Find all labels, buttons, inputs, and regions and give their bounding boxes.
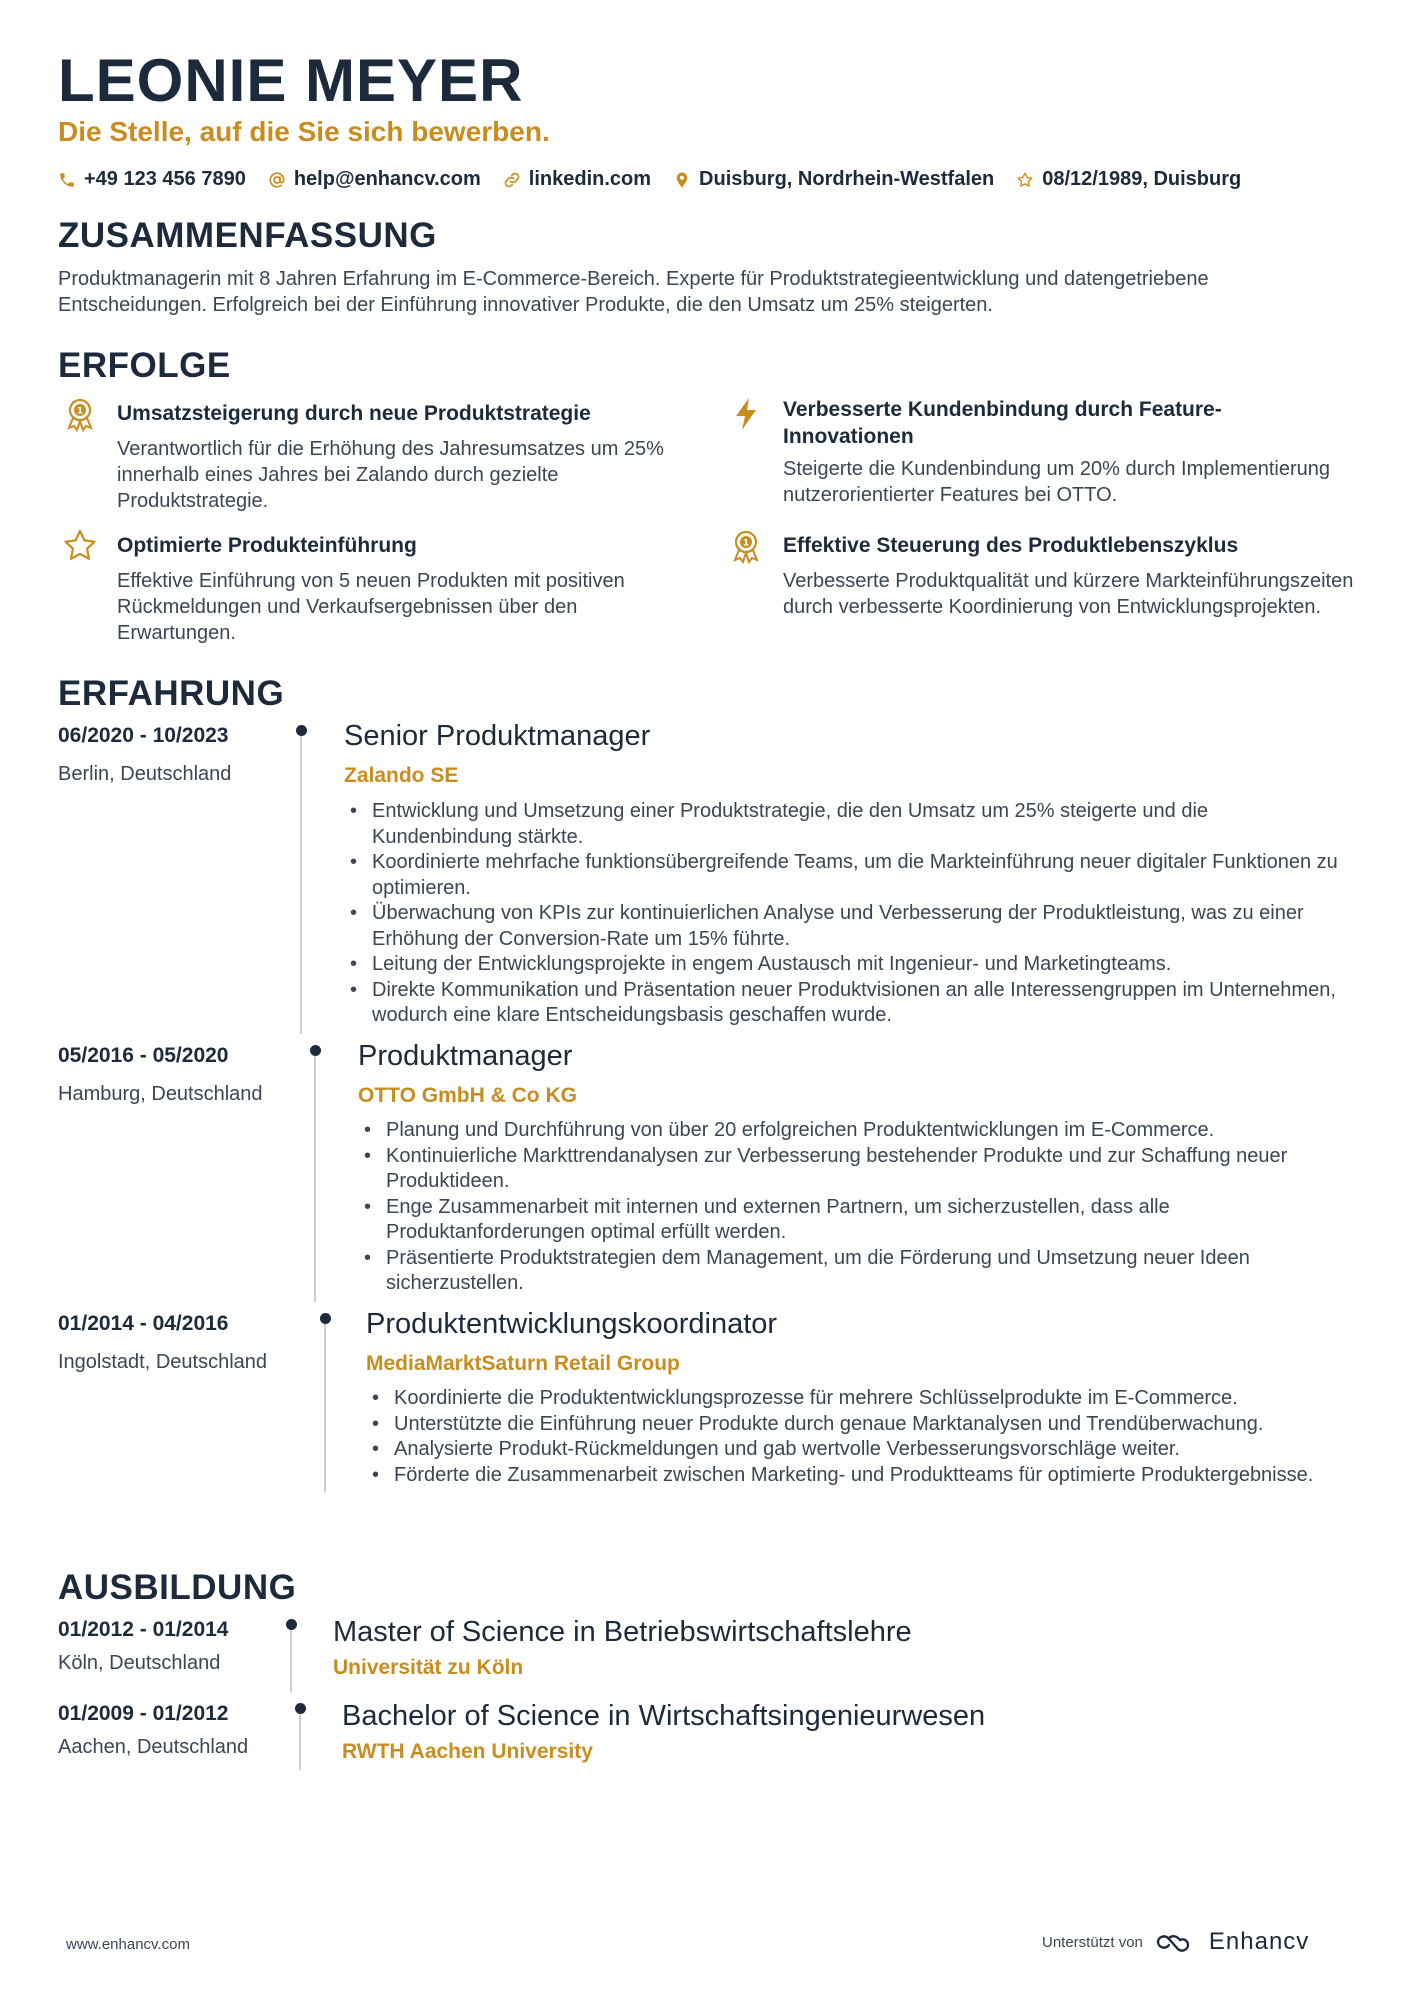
job-bullet: • Präsentierte Produktstrategien dem Management, um die Förderung und Umsetzung neuer Ideen sicherzustellen. [358, 1246, 1358, 1297]
education-dates: 01/2009 - 01/2012 [58, 1702, 229, 1725]
job-title: Produktentwicklungskoordinator [366, 1308, 778, 1340]
achievement-item [62, 528, 702, 658]
job-bullets [366, 1386, 1366, 1488]
job-target-subtitle: Die Stelle, auf die Sie sich bewerben. [58, 116, 550, 147]
job-title: Senior Produktmanager [344, 720, 651, 752]
svg-text:1: 1 [76, 406, 84, 417]
timeline-line [299, 1714, 301, 1770]
achievement-title: Optimierte Produkteinführung [117, 534, 417, 557]
achievement-item [728, 528, 1368, 658]
contact-email[interactable] [268, 168, 481, 191]
timeline-dot [310, 1045, 321, 1056]
achievement-title: Effektive Steuerung des Produktlebenszyklus [783, 534, 1239, 557]
svg-text:1: 1 [742, 538, 750, 549]
at-sign-icon [268, 171, 286, 189]
award-icon [728, 528, 764, 564]
achievements-section-title: ERFOLGE [58, 346, 231, 385]
education-dates: 01/2012 - 01/2014 [58, 1618, 229, 1641]
achievement-title: Umsatzsteigerung durch neue Produktstrategie [117, 402, 591, 425]
achievement-desc: Steigerte die Kundenbindung um 20% durch Implementierung nutzerorientierter Features bei OTTO. [783, 458, 1331, 506]
education-section-title: AUSBILDUNG [58, 1568, 297, 1607]
job-location: Hamburg, Deutschland [58, 1083, 263, 1105]
job-dates: 05/2016 - 05/2020 [58, 1044, 229, 1067]
job-title: Produktmanager [358, 1040, 573, 1072]
contact-birth-text: 08/12/1989, Duisburg [1042, 168, 1242, 190]
bolt-icon [728, 396, 764, 432]
contact-linkedin[interactable] [503, 168, 651, 191]
contact-linkedin-text: linkedin.com [528, 168, 652, 190]
contact-birth [1016, 168, 1241, 191]
education-location: Köln, Deutschland [58, 1652, 221, 1674]
timeline-line [290, 1630, 292, 1692]
job-bullet: • Direkte Kommunikation und Präsentation neuer Produktvisionen an alle Interessengruppen im Unternehmen, wodurch eine klare Entscheidungsbasis geschaffen wurde. [344, 978, 1344, 1029]
candidate-name: LEONIE MEYER [58, 47, 524, 114]
education-school: RWTH Aachen University [342, 1740, 593, 1763]
map-pin-icon [673, 171, 691, 189]
timeline-dot [295, 1703, 306, 1714]
education-degree: Master of Science in Betriebswirtschaftslehre [333, 1616, 912, 1648]
job-bullet: • Unterstützte die Einführung neuer Produkte durch genaue Marktanalysen und Trendüberwachung. [366, 1412, 1366, 1438]
job-bullet: • Überwachung von KPIs zur kontinuierlichen Analyse und Verbesserung der Produktleistung, was zu einer Erhöhung der Conversion-Rate um 15% führte. [344, 901, 1344, 952]
star-outline-icon [1016, 171, 1034, 189]
powered-by-text: Unterstützt von [1042, 1933, 1143, 1951]
timeline-line [324, 1324, 326, 1492]
enhancv-brand: Enhancv [1208, 1928, 1310, 1955]
job-bullet: • Planung und Durchführung von über 20 erfolgreichen Produktentwicklungen im E-Commerce. [358, 1118, 1358, 1144]
job-bullets [358, 1118, 1358, 1297]
job-dates: 06/2020 - 10/2023 [58, 724, 229, 747]
job-bullet: • Enge Zusammenarbeit mit internen und externen Partnern, um sicherzustellen, dass alle Produktanforderungen optimal erfüllt werden. [358, 1195, 1358, 1246]
contact-phone-text: +49 123 456 7890 [84, 168, 246, 190]
achievement-desc: Verantwortlich für die Erhöhung des Jahresumsatzes um 25% innerhalb eines Jahres bei Zalando durch gezielte Produktstrategie. [117, 438, 664, 512]
enhancv-logo-icon [1155, 1930, 1201, 1954]
contact-email-text: help@enhancv.com [293, 168, 481, 190]
job-bullet: • Analysierte Produkt-Rückmeldungen und gab wertvolle Verbesserungsvorschläge weiter. [366, 1437, 1366, 1463]
contact-location-text: Duisburg, Nordrhein-Westfalen [699, 168, 995, 190]
summary-section-title: ZUSAMMENFASSUNG [58, 216, 437, 255]
job-location: Ingolstadt, Deutschland [58, 1351, 268, 1373]
job-bullet: • Entwicklung und Umsetzung einer Produktstrategie, die den Umsatz um 25% steigerte und die Kundenbindung stärkte. [344, 799, 1344, 850]
achievement-desc: Verbesserte Produktqualität und kürzere Markteinführungszeiten durch verbesserte Koordinierung von Entwicklungsprojekten. [783, 570, 1354, 618]
job-bullet: • Koordinierte die Produktentwicklungsprozesse für mehrere Schlüsselprodukte im E-Commerce. [366, 1386, 1366, 1412]
job-location: Berlin, Deutschland [58, 763, 232, 785]
phone-icon [58, 171, 76, 189]
education-location: Aachen, Deutschland [58, 1736, 249, 1758]
timeline-line [314, 1056, 316, 1302]
timeline-dot [320, 1313, 331, 1324]
education-school: Universität zu Köln [333, 1656, 524, 1679]
experience-section-title: ERFAHRUNG [58, 674, 285, 713]
job-bullets [344, 799, 1344, 1029]
link-icon [503, 171, 521, 189]
timeline-dot [296, 725, 307, 736]
contact-location [673, 168, 994, 191]
contact-phone[interactable] [58, 168, 246, 191]
summary-text: Produktmanagerin mit 8 Jahren Erfahrung im E-Commerce-Bereich. Experte für Produktstrategieentwicklung und datengetriebene Entscheidungen. Erfolgreich bei der Einführung innovativer Produkte, die den Umsatz um 25% steigerten. [58, 268, 1209, 316]
achievement-item [62, 396, 702, 526]
job-bullet: • Koordinierte mehrfache funktionsübergreifende Teams, um die Markteinführung neuer digitaler Funktionen zu optimieren. [344, 850, 1344, 901]
achievement-item [728, 396, 1368, 526]
star-icon [62, 528, 98, 564]
job-bullet: • Kontinuierliche Markttrendanalysen zur Verbesserung bestehender Produkte und zur Schaffung neuer Produktideen. [358, 1144, 1358, 1195]
achievement-title: Verbesserte Kundenbindung durch Feature-Innovationen [783, 398, 1222, 448]
job-dates: 01/2014 - 04/2016 [58, 1312, 229, 1335]
footer-powered-by [1042, 1928, 1309, 1956]
timeline-dot [286, 1619, 297, 1630]
footer-website[interactable]: www.enhancv.com [66, 1936, 190, 1953]
education-degree: Bachelor of Science in Wirtschaftsingenieurwesen [342, 1700, 986, 1732]
job-company: MediaMarktSaturn Retail Group [366, 1352, 680, 1375]
job-company: OTTO GmbH & Co KG [358, 1084, 577, 1107]
job-bullet: • Förderte die Zusammenarbeit zwischen Marketing- und Produktteams für optimierte Produktergebnisse. [366, 1463, 1366, 1489]
job-company: Zalando SE [344, 764, 459, 787]
award-icon [62, 396, 98, 432]
contact-bar [58, 168, 1263, 191]
achievement-desc: Effektive Einführung von 5 neuen Produkten mit positiven Rückmeldungen und Verkaufsergebnissen über den Erwartungen. [117, 570, 625, 644]
timeline-line [300, 736, 302, 1034]
job-bullet: • Leitung der Entwicklungsprojekte in engem Austausch mit Ingenieur- und Marketingteams. [344, 952, 1344, 978]
